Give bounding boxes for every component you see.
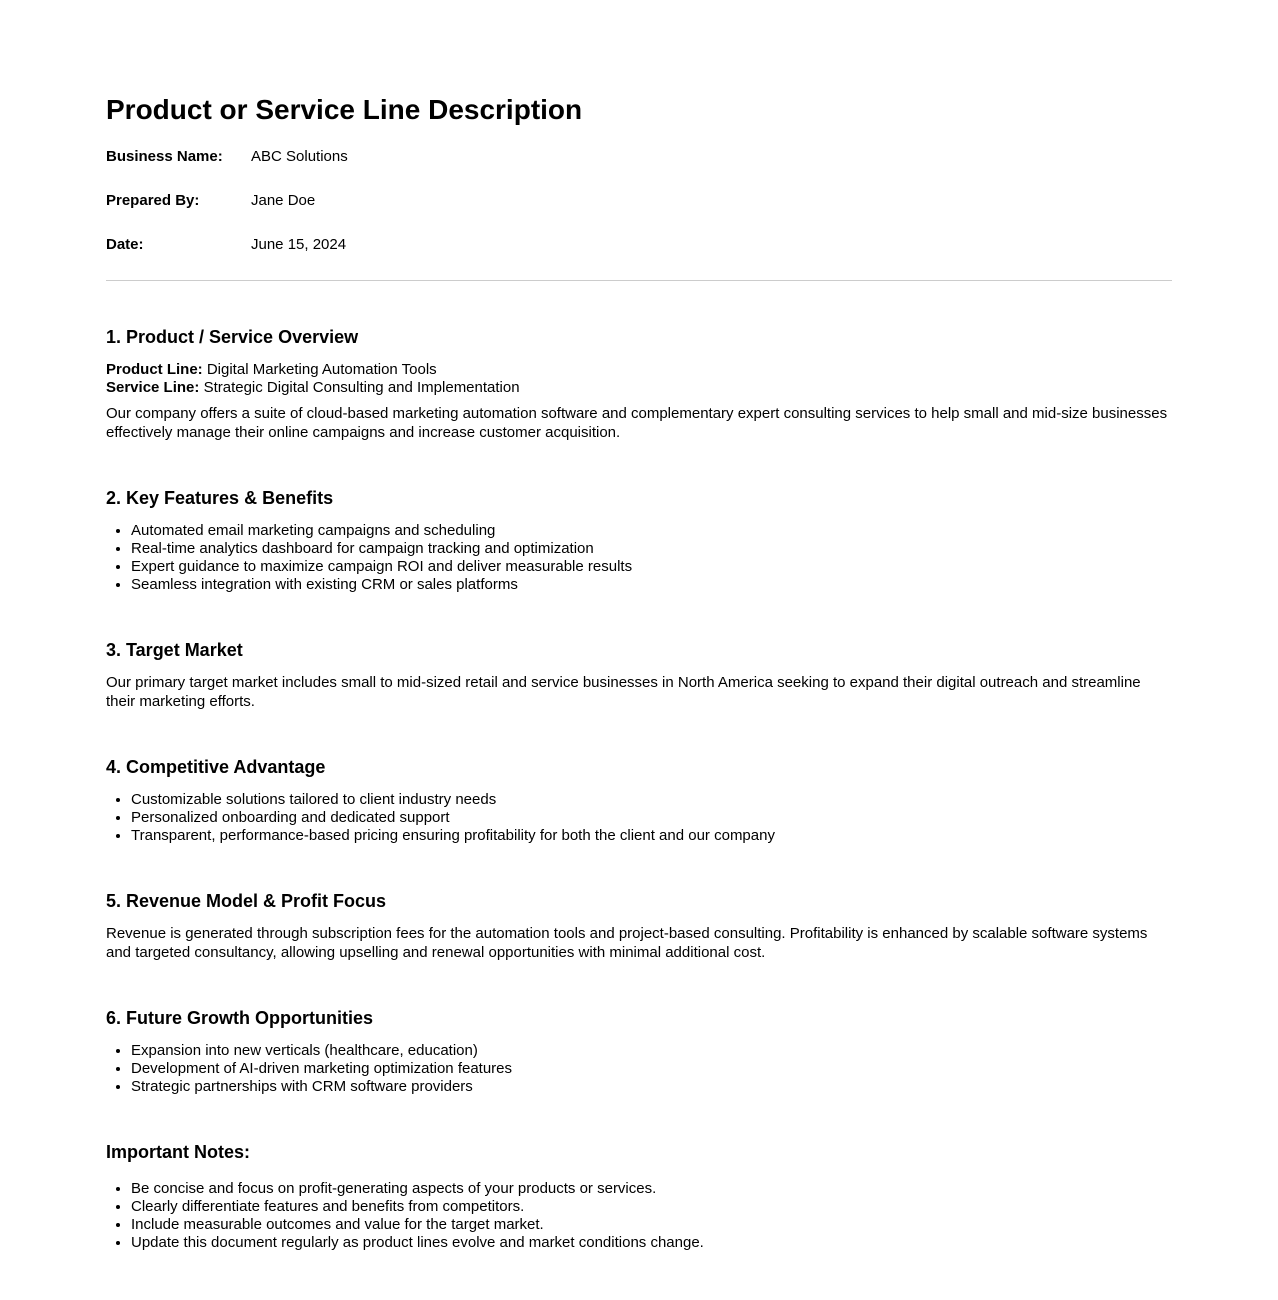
bullet-item: • Include measurable outcomes and value for the target market.	[131, 1216, 1172, 1234]
section-3-paragraph: Our primary target market includes small to mid-sized retail and service businesses in North America seeking to expand their digital outreach and streamline their marketing efforts.	[106, 674, 1141, 710]
field-service-line-value: Strategic Digital Consulting and Implementation	[203, 379, 520, 397]
section-3-heading: 3. Target Market	[106, 640, 243, 661]
meta-row-date	[106, 236, 1172, 254]
section-1-paragraph: Our company offers a suite of cloud-based marketing automation software and complementary expert consulting services to help small and mid-size businesses effectively manage their online campaigns and increase customer acquisition.	[106, 405, 1168, 441]
bullet-item: • Seamless integration with existing CRM or sales platforms	[131, 576, 1172, 594]
bullet-item: • Development of AI-driven marketing optimization features	[131, 1060, 1172, 1078]
section-key-features-benefits	[106, 488, 1172, 594]
bullet-item: • Automated email marketing campaigns and scheduling	[131, 522, 1172, 540]
bullet-item: • Expansion into new verticals (healthcare, education)	[131, 1042, 1172, 1060]
meta-row-business-name	[106, 148, 1172, 166]
section-2-heading: 2. Key Features & Benefits	[106, 488, 334, 509]
field-service-line	[106, 379, 1172, 397]
section-target-market	[106, 640, 1172, 711]
section-5-heading: 5. Revenue Model & Profit Focus	[106, 891, 387, 912]
header-divider	[106, 280, 1172, 281]
bullet-item: • Transparent, performance-based pricing ensuring profitability for both the client and our company	[131, 827, 1172, 845]
section-4-bullet-list	[106, 791, 1172, 845]
section-revenue-model-profit-focus	[106, 891, 1172, 962]
bullet-item: • Update this document regularly as product lines evolve and market conditions change.	[131, 1234, 1172, 1252]
section-future-growth-opportunities	[106, 1008, 1172, 1096]
section-6-bullet-list	[106, 1042, 1172, 1096]
section-1-heading: 1. Product / Service Overview	[106, 327, 359, 348]
meta-label-prepared-by: Prepared By:	[106, 192, 200, 210]
bullet-item: • Expert guidance to maximize campaign ROI and deliver measurable results	[131, 558, 1172, 576]
field-product-line	[106, 361, 1172, 379]
bullet-item: • Customizable solutions tailored to client industry needs	[131, 791, 1172, 809]
important-notes-bullet-list	[106, 1180, 1172, 1252]
meta-row-prepared-by	[106, 192, 1172, 210]
meta-value-date: June 15, 2024	[251, 236, 347, 254]
bullet-item: • Personalized onboarding and dedicated support	[131, 809, 1172, 827]
bullet-item: • Real-time analytics dashboard for campaign tracking and optimization	[131, 540, 1172, 558]
section-product-service-overview	[106, 327, 1172, 442]
bullet-item: • Strategic partnerships with CRM software providers	[131, 1078, 1172, 1096]
field-product-line-label: Product Line:	[106, 361, 203, 379]
meta-label-date: Date:	[106, 236, 144, 254]
meta-value-prepared-by: Jane Doe	[251, 192, 316, 210]
important-notes-heading: Important Notes:	[106, 1142, 250, 1163]
page-title: Product or Service Line Description	[106, 94, 583, 125]
section-5-paragraph: Revenue is generated through subscription fees for the automation tools and project-based consulting. Profitability is enhanced by scalable software systems and targeted consultancy, allowing upselling and renewal opportunities with minimal additional cost.	[106, 925, 1148, 961]
section-6-heading: 6. Future Growth Opportunities	[106, 1008, 373, 1029]
section-4-heading: 4. Competitive Advantage	[106, 757, 326, 778]
meta-label-business-name: Business Name:	[106, 148, 223, 166]
section-competitive-advantage	[106, 757, 1172, 845]
field-service-line-label: Service Line:	[106, 379, 200, 397]
section-important-notes	[106, 1142, 1172, 1252]
bullet-item: • Be concise and focus on profit-generating aspects of your products or services.	[131, 1180, 1172, 1198]
field-product-line-value: Digital Marketing Automation Tools	[206, 361, 437, 379]
bullet-item: • Clearly differentiate features and benefits from competitors.	[131, 1198, 1172, 1216]
section-2-bullet-list	[106, 522, 1172, 594]
meta-value-business-name: ABC Solutions	[251, 148, 348, 166]
